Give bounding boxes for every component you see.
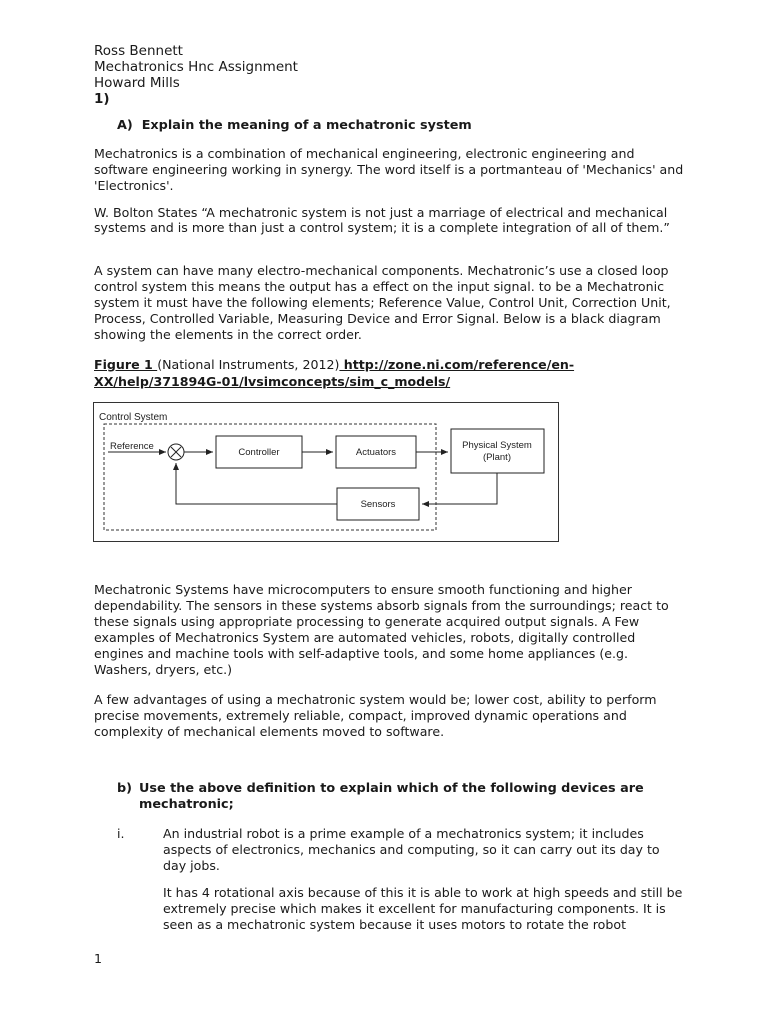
- control-system-diagram: [93, 402, 559, 542]
- diagram-title: Control System: [99, 412, 168, 423]
- section-a-label: A): [117, 118, 133, 133]
- paragraph-rotational-axis: It has 4 rotational axis because of this it is able to work at high speeds and still be extremely precise which makes it excellent for manufacturing components. It is seen as a mechatronic system because it uses motors to rotate the robot: [163, 885, 683, 932]
- actuators-label: Actuators: [355, 447, 397, 458]
- paragraph-mechatronics-definition: Mechatronics is a combination of mechanical engineering, electronic engineering and software engineering working in synergy. The word itself is a portmanteau of 'Mechanics' and 'Electronics'.: [94, 146, 684, 193]
- physical-system-label: Physical System: [462, 440, 532, 451]
- page-number: 1: [94, 951, 103, 966]
- section-a-heading-text: Explain the meaning of a mechatronic system: [141, 118, 472, 133]
- paragraph-industrial-robot: An industrial robot is a prime example of a mechatronics system; it includes aspects of electronics, mechanics and computing, so it can carry out its day to day jobs.: [163, 826, 660, 873]
- physical-system-block: [451, 429, 544, 473]
- paragraph-bolton-quote: W. Bolton States “A mechatronic system is not just a marriage of electrical and mechanical systems and is more than just a control system; it is a complete integration of all of them.”: [94, 205, 670, 235]
- tutor-name: Howard Mills: [94, 75, 180, 91]
- figure-label: Figure 1: [94, 357, 158, 372]
- course-title: Mechatronics Hnc Assignment: [94, 59, 298, 75]
- figure-citation: (National Instruments, 2012): [157, 357, 340, 372]
- section-b-heading-text: Use the above definition to explain which of the following devices are mechatronic;: [139, 781, 644, 812]
- controller-label: Controller: [238, 447, 280, 458]
- question-number: 1): [94, 91, 110, 107]
- reference-label: Reference: [110, 441, 154, 452]
- figure-link-part-1: http://zone.ni.com/reference/en-: [339, 357, 575, 372]
- figure-caption: [94, 356, 654, 390]
- paragraph-advantages: A few advantages of using a mechatronic system would be; lower cost, ability to perform precise movements, extremely reliable, compact, improved dynamic operations and complexity of mechanical elements moved to software.: [94, 692, 657, 739]
- sensors-label: Sensors: [360, 499, 396, 510]
- author-name: Ross Bennett: [94, 43, 183, 59]
- plant-label: (Plant): [483, 452, 511, 463]
- paragraph-closed-loop: A system can have many electro-mechanical components. Mechatronic’s use a closed loop control system this means the output has a effect on the input signal. to be a Mechatronic system it must have the following elements; Reference Value, Control Unit, Correction Unit, Process, Controlled Variable, Measuring Device and Error Signal. Below is a black diagram showing the elements in the correct order.: [94, 263, 671, 342]
- section-a-heading: [117, 118, 472, 133]
- figure-link-part-2: XX/help/371894G-01/lvsimconcepts/sim_c_models/: [94, 374, 451, 389]
- list-item-number-i: i.: [117, 826, 125, 841]
- section-b-label: b): [117, 781, 133, 796]
- paragraph-mechatronic-systems: Mechatronic Systems have microcomputers to ensure smooth functioning and higher dependability. The sensors in these systems absorb signals from the surroundings; react to these signals using appropriate processing to generate acquired output signals. A Few examples of Mechatronics System are automated vehicles, robots, digitally controlled engines and machine tools with self-adaptive tools, and some home appliances (e.g. Washers, dryers, etc.): [94, 582, 669, 677]
